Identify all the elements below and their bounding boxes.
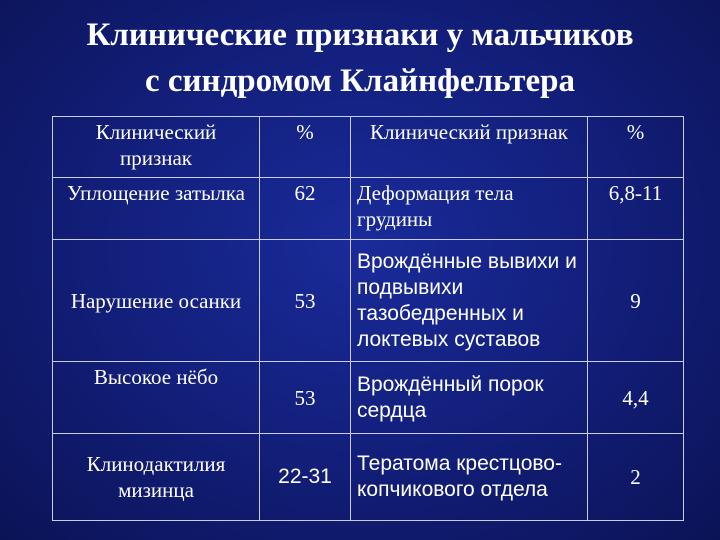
row1-sign-2: Деформация тела грудины (351, 178, 588, 240)
header-sign-1: Клинический признак (53, 117, 260, 178)
row3-sign-2: Врождённый порок сердца (351, 362, 588, 434)
header-percent-1: % (260, 117, 351, 178)
row3-percent-2: 4,4 (588, 362, 684, 434)
table-row (53, 240, 684, 362)
row4-sign-2: Тератома крестцово-копчикового отдела (351, 434, 588, 521)
title-line-1: Клинические признаки у мальчиков (86, 17, 634, 53)
table-row (53, 362, 684, 434)
slide-title (0, 12, 720, 104)
row4-sign-1: Клинодактилия мизинца (53, 434, 260, 521)
row1-sign-1: Уплощение затылка (53, 178, 260, 240)
title-line-2: с синдромом Клайнфельтера (145, 63, 575, 99)
row3-percent-1: 53 (260, 362, 351, 434)
row1-percent-2: 6,8-11 (588, 178, 684, 240)
row1-percent-1: 62 (260, 178, 351, 240)
table-row (53, 178, 684, 240)
row4-percent-2: 2 (588, 434, 684, 521)
row3-sign-1: Высокое нёбо (53, 362, 260, 434)
row2-percent-2: 9 (588, 240, 684, 362)
table-row (53, 434, 684, 521)
header-sign-2: Клинический признак (351, 117, 588, 178)
clinical-signs-table (52, 116, 684, 521)
row2-percent-1: 53 (260, 240, 351, 362)
row4-percent-1: 22-31 (260, 434, 351, 521)
header-percent-2: % (588, 117, 684, 178)
row2-sign-1: Нарушение осанки (53, 240, 260, 362)
table-header-row (53, 117, 684, 178)
row2-sign-2: Врождённые вывихи и подвывихи тазобедренных и локтевых суставов (351, 240, 588, 362)
